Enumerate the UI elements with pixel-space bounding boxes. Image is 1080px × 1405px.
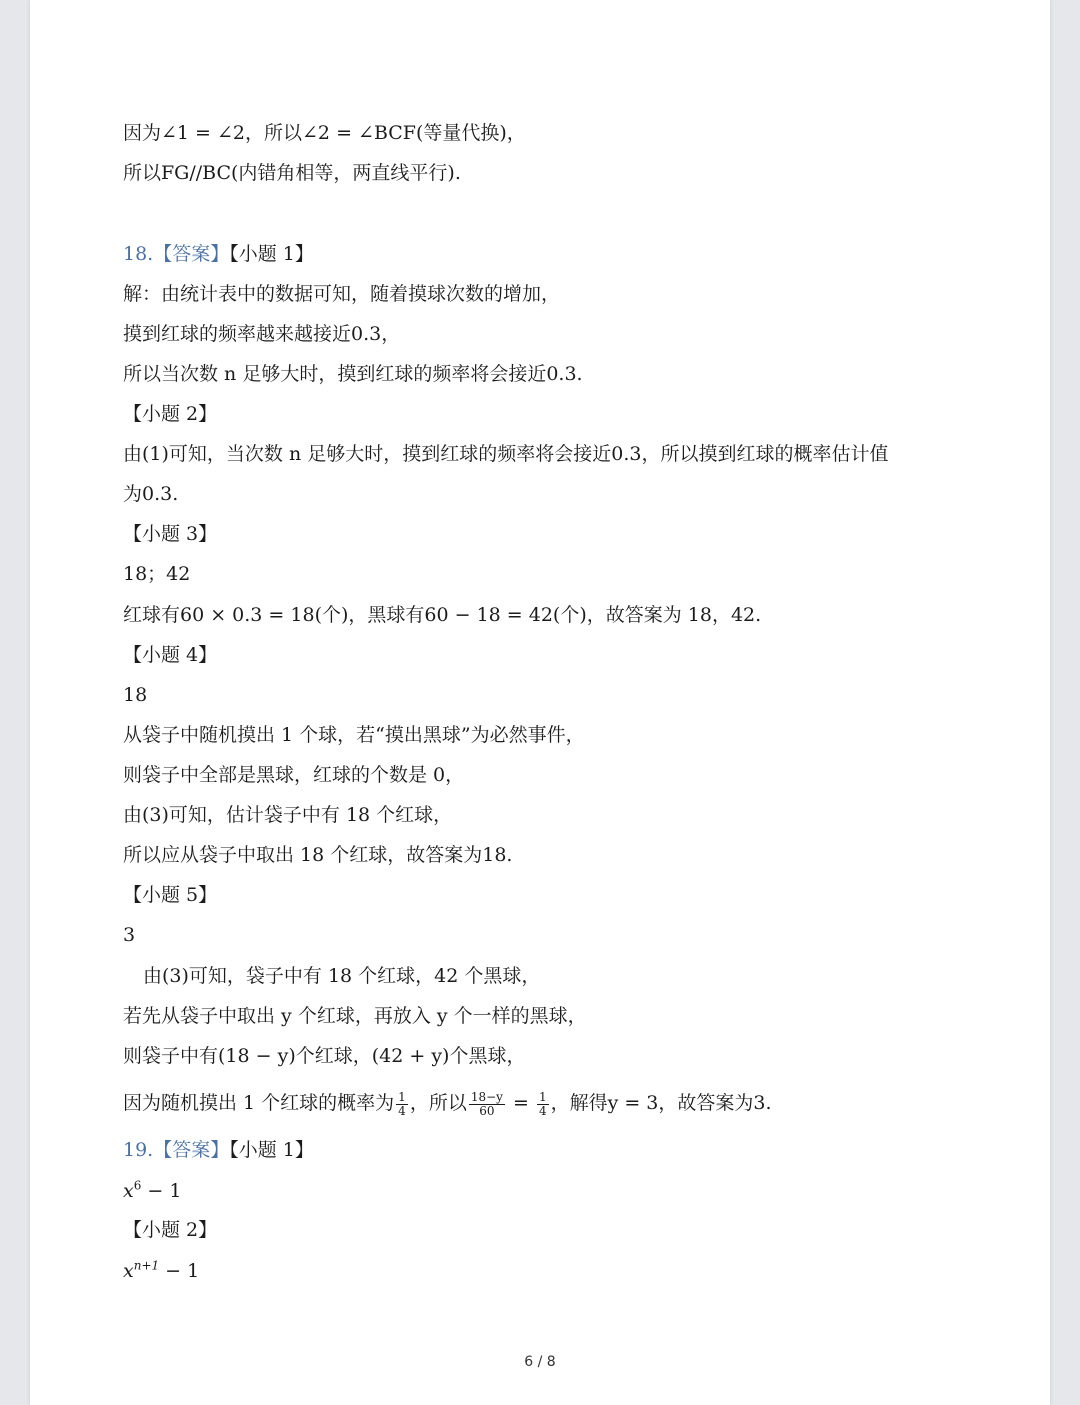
text-fragment: ，解得y = 3，故答案为3. <box>550 1092 772 1114</box>
text-line: 由(3)可知，估计袋子中有 18 个红球， <box>123 804 453 826</box>
subquestion-label: 【小题 2】 <box>123 403 218 425</box>
text-line: 由(1)可知，当次数 n 足够大时，摸到红球的频率将会接近0.3，所以摸到红球的概率估计值 <box>123 443 889 465</box>
math-exponent: 6 <box>133 1178 142 1193</box>
text-line: 为0.3. <box>123 483 179 505</box>
text-line: 从袋子中随机摸出 1 个球，若“摸出黑球”为必然事件， <box>123 724 585 746</box>
question-number: 19. <box>123 1139 154 1161</box>
page-indicator: 6 / 8 <box>524 1354 556 1370</box>
fraction <box>396 1091 408 1118</box>
fraction <box>469 1091 505 1118</box>
text-line: 所以当次数 n 足够大时，摸到红球的频率将会接近0.3. <box>123 363 583 385</box>
text-line: 所以FG//BC(内错角相等，两直线平行). <box>123 162 461 184</box>
question-number: 18. <box>123 243 154 265</box>
subquestion-label: 【小题 2】 <box>123 1219 218 1241</box>
text-line: 若先从袋子中取出 y 个红球，再放入 y 个一样的黑球， <box>123 1005 587 1027</box>
text-line: 由(3)可知，袋子中有 18 个红球，42 个黑球， <box>143 965 541 987</box>
text-fragment: − 1 <box>141 1180 182 1202</box>
text-fragment: − 1 <box>159 1260 200 1282</box>
fraction-denominator: 4 <box>538 1103 547 1118</box>
question-19-header <box>123 1138 314 1162</box>
probability-equation-line <box>123 1086 772 1120</box>
text-line: 摸到红球的频率越来越接近0.3， <box>123 323 401 345</box>
answer-line: 3 <box>123 924 136 946</box>
answer-label: 【答案】 <box>153 1139 230 1161</box>
text-line: 因为∠1 = ∠2，所以∠2 = ∠BCF(等量代换)， <box>123 122 526 144</box>
answer-line: 18；42 <box>123 563 191 585</box>
text-line: 则袋子中有(18 − y)个红球，(42 + y)个黑球， <box>123 1045 526 1067</box>
document-page <box>30 0 1050 1405</box>
text-line: 所以应从袋子中取出 18 个红球，故答案为18. <box>123 844 513 866</box>
math-variable: x <box>123 1260 134 1282</box>
text-line: 则袋子中全部是黑球，红球的个数是 0， <box>123 764 465 786</box>
text-line: 解：由统计表中的数据可知，随着摸球次数的增加， <box>123 283 561 305</box>
subquestion-label: 【小题 4】 <box>123 644 218 666</box>
question-18-header <box>123 242 314 266</box>
answer-line: 18 <box>123 684 148 706</box>
subquestion-label: 【小题 3】 <box>123 523 218 545</box>
fraction <box>537 1091 549 1118</box>
fraction-numerator: 1 <box>398 1089 406 1104</box>
subquestion-label: 【小题 1】 <box>229 1139 314 1161</box>
math-exponent: n+1 <box>133 1258 160 1273</box>
subquestion-label: 【小题 5】 <box>123 884 218 906</box>
fraction-denominator: 4 <box>398 1103 406 1118</box>
text-fragment: 因为随机摸出 1 个红球的概率为 <box>123 1092 395 1114</box>
math-variable: x <box>123 1180 134 1202</box>
fraction-denominator: 60 <box>479 1103 495 1118</box>
subquestion-label: 【小题 1】 <box>229 243 314 265</box>
math-expression <box>123 1259 199 1283</box>
math-expression <box>123 1179 181 1203</box>
answer-label: 【答案】 <box>153 243 230 265</box>
text-fragment: ，所以 <box>409 1092 467 1114</box>
fraction-numerator: 18−y <box>470 1089 503 1104</box>
text-line: 红球有60 × 0.3 = 18(个)，黑球有60 − 18 = 42(个)，故答案为 18，42. <box>123 604 762 626</box>
fraction-numerator: 1 <box>538 1089 547 1104</box>
text-fragment: = <box>506 1092 535 1114</box>
